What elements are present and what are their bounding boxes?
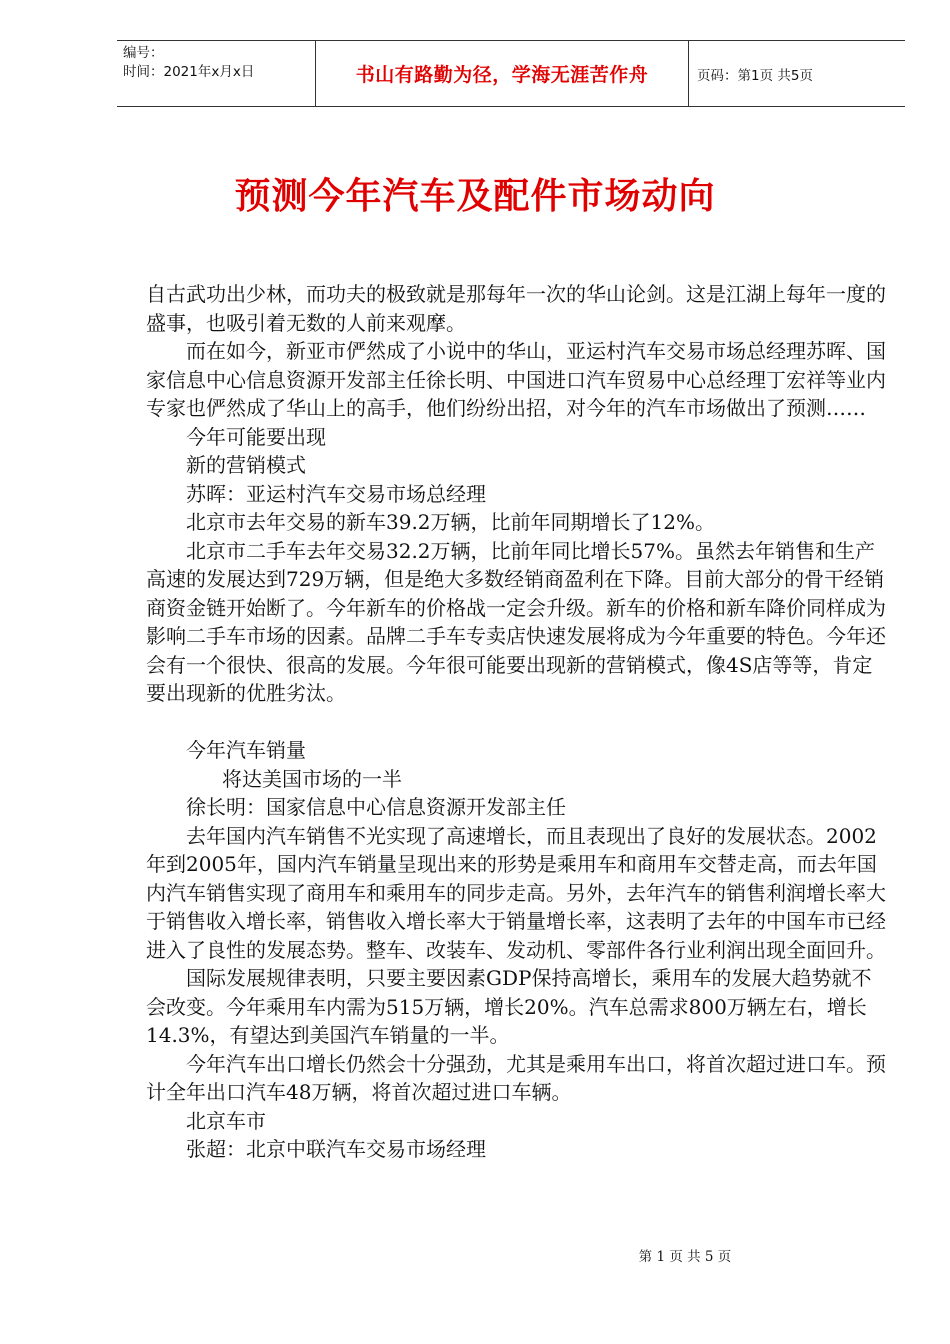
page-footer xyxy=(0,1245,950,1265)
paragraph: 北京市二手车去年交易32.2万辆，比前年同比增长57%。虽然去年销售和生产高速的发展达到729万辆，但是绝大多数经销商盈利在下降。目前大部分的骨干经销商资金链开始断了。今年新车的价格战一定会升级。新车的价格和新车降价同样成为影响二手车市场的因素。品牌二手车专卖店快速发展将成为今年重要的特色。今年还会有一个很快、很高的发展。今年很可能要出现新的营销模式，像4S店等等，肯定要出现新的优胜劣汰。 xyxy=(146,538,886,705)
speaker-line: 苏晖：亚运村汽车交易市场总经理 xyxy=(186,481,486,506)
document-header xyxy=(117,40,905,107)
section-heading: 北京车市 xyxy=(186,1108,266,1133)
document-title: 预测今年汽车及配件市场动向 xyxy=(234,175,716,217)
section-heading: 今年可能要出现 xyxy=(186,424,326,449)
section-heading: 将达美国市场的一半 xyxy=(222,766,402,791)
section-heading: 新的营销模式 xyxy=(186,453,306,477)
paragraph: 今年汽车出口增长仍然会十分强劲，尤其是乘用车出口，将首次超过进口车。预计全年出口汽车48万辆，将首次超过进口车辆。 xyxy=(146,1051,886,1104)
speaker-line: 张超：北京中联汽车交易市场经理 xyxy=(186,1137,486,1161)
paragraph: 国际发展规律表明，只要主要因素GDP保持高增长，乘用车的发展大趋势就不会改变。今年乘用车内需为515万辆，增长20%。汽车总需求800万辆左右，增长14.3%，有望达到美国汽车销量的一半。 xyxy=(146,966,872,1047)
paragraph: 去年国内汽车销售不光实现了高速增长，而且表现出了良好的发展状态。2002年到2005年，国内汽车销量呈现出来的形势是乘用车和商用车交替走高，而去年国内汽车销售实现了商用车和乘用车的同步走高。另外，去年汽车的销售利润增长率大于销售收入增长率，销售收入增长率大于销量增长率，这表明了去年的中国车市已经进入了良性的发展态势。整车、改装车、发动机、零部件各行业利润出现全面回升。 xyxy=(146,823,886,962)
document-body xyxy=(146,280,886,1164)
paragraph: 北京市去年交易的新车39.2万辆，比前年同期增长了12%。 xyxy=(186,510,715,534)
header-page-info: 页码：第1页 共5页 xyxy=(697,67,813,84)
document-number: 编号： xyxy=(123,45,164,61)
footer-page-number: 第 1 页 共 5 页 xyxy=(638,1249,732,1265)
header-slogan: 书山有路勤为径，学海无涯苦作舟 xyxy=(315,41,689,106)
paragraph: 而在如今，新亚市俨然成了小说中的华山，亚运村汽车交易市场总经理苏晖、国家信息中心信息资源开发部主任徐长明、中国进口汽车贸易中心总经理丁宏祥等业内专家也俨然成了华山上的高手，他们纷纷出招，对今年的汽车市场做出了预测…… xyxy=(146,339,886,420)
header-meta xyxy=(117,41,315,106)
paragraph-gap xyxy=(146,708,886,737)
paragraph: 自古武功出少林，而功夫的极致就是那每年一次的华山论剑。这是江湖上每年一度的盛事，也吸引着无数的人前来观摩。 xyxy=(146,282,886,335)
speaker-line: 徐长明：国家信息中心信息资源开发部主任 xyxy=(186,795,566,819)
document-time: 时间：2021年x月x日 xyxy=(123,64,255,80)
section-heading: 今年汽车销量 xyxy=(186,738,306,762)
